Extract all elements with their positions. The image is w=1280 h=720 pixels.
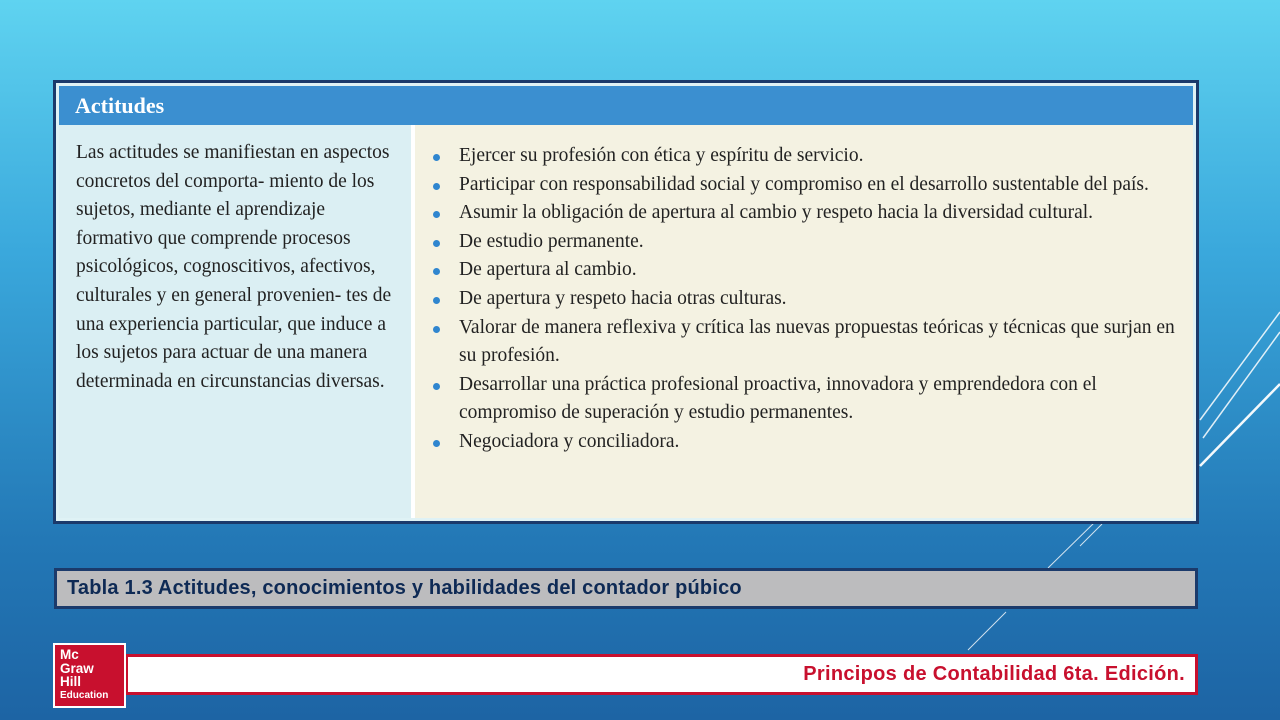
table-header: Actitudes <box>59 86 1193 125</box>
list-item: De estudio permanente. <box>459 228 1177 257</box>
mcgraw-hill-logo <box>53 643 126 708</box>
footer-title: Principos de Contabilidad 6ta. Edición. <box>125 654 1198 695</box>
attitudes-list-column <box>415 125 1193 518</box>
list-item: Asumir la obligación de apertura al cambio y respeto hacia la diversidad cultural. <box>459 199 1177 228</box>
attitudes-definition: Las actitudes se manifiestan en aspectos concretos del comporta- miento de los sujetos, mediante el aprendizaje formativo que comprende procesos psicológicos, cognoscitivos, afectivos, culturales y en general provenien- tes de una experiencia particular, que induce a los sujetos para actuar de una manera determinada en circunstancias diversas. <box>59 125 411 518</box>
attitudes-table <box>53 80 1199 524</box>
attitudes-list <box>459 142 1177 457</box>
logo-text-graw: Graw <box>60 660 94 676</box>
list-item: Negociadora y conciliadora. <box>459 428 1177 457</box>
list-item: De apertura al cambio. <box>459 256 1177 285</box>
list-item: Valorar de manera reflexiva y crítica las nuevas propuestas teóricas y técnicas que surjan en su profesión. <box>459 314 1177 371</box>
logo-text-education: Education <box>60 689 109 701</box>
list-item: Desarrollar una práctica profesional proactiva, innovadora y emprendedora con el compromiso de superación y estudio permanentes. <box>459 371 1177 428</box>
logo-text-mc: Mc <box>60 647 79 662</box>
logo-text-hill: Hill <box>60 674 82 689</box>
list-item: Ejercer su profesión con ética y espíritu de servicio. <box>459 142 1177 171</box>
list-item: De apertura y respeto hacia otras culturas. <box>459 285 1177 314</box>
table-caption: Tabla 1.3 Actitudes, conocimientos y habilidades del contador púbico <box>54 568 1198 609</box>
list-item: Participar con responsabilidad social y compromiso en el desarrollo sustentable del país. <box>459 171 1177 200</box>
